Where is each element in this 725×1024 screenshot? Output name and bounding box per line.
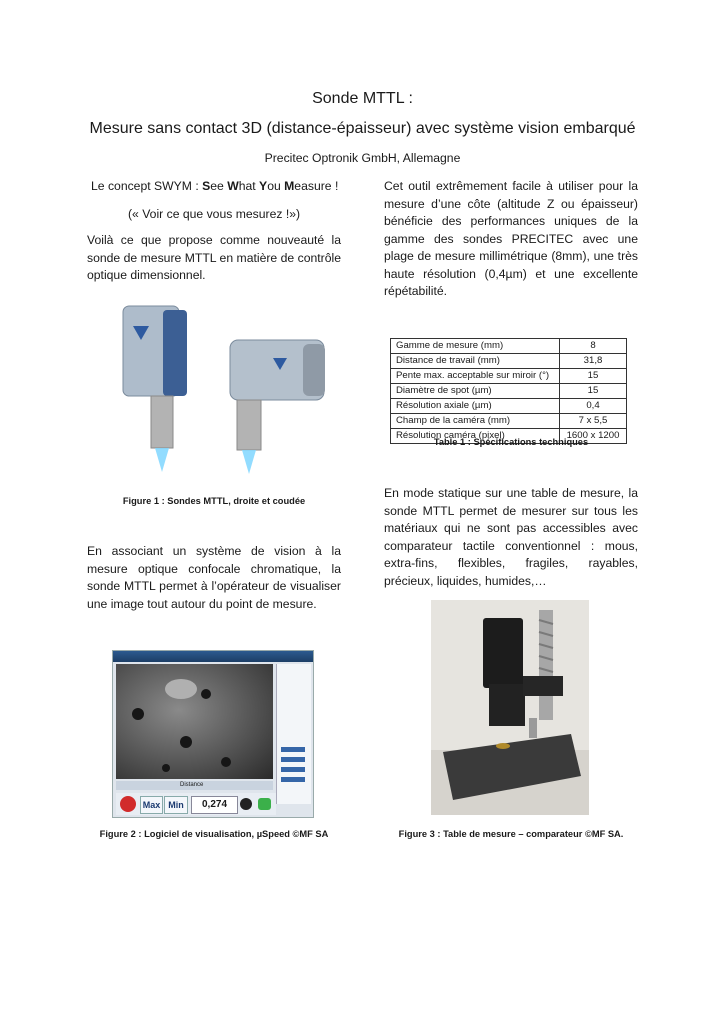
software-bottom-toolbar bbox=[116, 793, 276, 815]
table-cell-value: 7 x 5,5 bbox=[560, 414, 627, 429]
table-row bbox=[391, 354, 627, 369]
swym-initial: W bbox=[227, 179, 239, 193]
max-button[interactable]: Max bbox=[140, 796, 163, 814]
side-indicator bbox=[281, 777, 305, 782]
figure-1-caption: Figure 1 : Sondes MTTL, droite et coudée bbox=[122, 496, 306, 506]
swym-concept-line bbox=[91, 179, 338, 193]
table-cell-label: Résolution axiale (µm) bbox=[391, 399, 560, 414]
table-row bbox=[391, 399, 627, 414]
swym-rest: easure ! bbox=[294, 179, 339, 193]
document-title: Sonde MTTL : bbox=[312, 90, 413, 107]
table-row bbox=[391, 369, 627, 384]
table-cell-label: Résolution caméra (pixel) bbox=[391, 429, 560, 444]
camera-view-image bbox=[116, 664, 273, 779]
swym-rest: ee bbox=[210, 179, 228, 193]
swym-initial: Y bbox=[259, 179, 268, 193]
swym-prefix: Le concept SWYM : bbox=[91, 179, 203, 193]
company-line: Precitec Optronik GmbH, Allemagne bbox=[264, 151, 461, 165]
table-cell-value: 8 bbox=[560, 339, 627, 354]
distance-label: Distance bbox=[180, 782, 204, 788]
left-paragraph-1: Voilà ce que propose comme nouveauté la sonde de mesure MTTL en matière de contrôle optique dimensionnel. bbox=[87, 233, 341, 282]
side-indicator bbox=[281, 757, 305, 762]
software-title-bar bbox=[113, 651, 313, 662]
figure-3-measuring-table-image bbox=[431, 600, 589, 815]
right-paragraph-2: En mode statique sur une table de mesure, la sonde MTTL permet de mesurer sur tous les matériaux qui ne sont pas accessibles avec comparateur tactile conventionnel : mous, extra-fins, flexibles, fragiles, rayables, précieux, liquides, humides,… bbox=[384, 486, 638, 588]
table-cell-value: 31,8 bbox=[560, 354, 627, 369]
left-paragraph-2: En associant un système de vision à la mesure optique confocale chromatique, la sonde MTTL permet à l’opérateur de visualiser une image tout autour du point de mesure. bbox=[87, 544, 341, 611]
table-row bbox=[391, 339, 627, 354]
specifications-table bbox=[390, 338, 627, 444]
min-button[interactable]: Min bbox=[164, 796, 188, 814]
figure-2-caption: Figure 2 : Logiciel de visualisation, µSpeed ©MF SA bbox=[99, 829, 329, 839]
measurement-value: 0,274 bbox=[191, 796, 238, 814]
camera-view-features bbox=[116, 664, 273, 779]
probe-body bbox=[483, 618, 523, 688]
target-icon[interactable] bbox=[240, 798, 252, 810]
right-paragraph-1: Cet outil extrêmement facile à utiliser pour la mesure d’une côte (altitude Z ou épaisseur) bénéficie des performances uniques de la gamme des sondes PRECITEC avec une plage de mesure millimétrique (8mm), une très haute résolution (0,4µm) et une excellente répétabilité. bbox=[384, 179, 638, 298]
table-cell-value: 1600 x 1200 bbox=[560, 429, 627, 444]
swym-initial: S bbox=[202, 179, 211, 193]
side-indicator bbox=[281, 767, 305, 772]
distance-bar bbox=[116, 781, 273, 790]
table-cell-label: Champ de la caméra (mm) bbox=[391, 414, 560, 429]
angled-probe-illustration bbox=[230, 340, 325, 474]
swym-rest: hat bbox=[238, 179, 260, 193]
swym-rest: ou bbox=[267, 179, 285, 193]
table-cell-label: Gamme de mesure (mm) bbox=[391, 339, 560, 354]
table-cell-label: Pente max. acceptable sur miroir (°) bbox=[391, 369, 560, 384]
swym-initial: M bbox=[284, 179, 295, 193]
figure-1-probes-image bbox=[115, 296, 335, 486]
table-row bbox=[391, 414, 627, 429]
document-subtitle: Mesure sans contact 3D (distance-épaisseur) avec système vision embarqué bbox=[89, 120, 636, 137]
table-cell-value: 0,4 bbox=[560, 399, 627, 414]
figure-3-caption: Figure 3 : Table de mesure – comparateur ©MF SA. bbox=[398, 829, 624, 839]
table-caption: Table 1 : Spécifications techniques bbox=[433, 437, 589, 447]
table-cell-label: Distance de travail (mm) bbox=[391, 354, 560, 369]
threaded-column bbox=[539, 610, 553, 720]
stop-icon[interactable] bbox=[120, 796, 136, 812]
probe-tip bbox=[529, 718, 537, 738]
software-side-panel bbox=[276, 664, 311, 804]
table-cell-value: 15 bbox=[560, 384, 627, 399]
coin-sample bbox=[496, 743, 510, 749]
swym-tagline: (« Voir ce que vous mesurez !») bbox=[128, 207, 301, 221]
table-cell-label: Diamètre de spot (µm) bbox=[391, 384, 560, 399]
probe-holder bbox=[489, 684, 525, 726]
straight-probe-illustration bbox=[123, 306, 187, 472]
figure-2-software-screenshot bbox=[112, 650, 314, 818]
refresh-icon[interactable] bbox=[258, 798, 271, 810]
table-cell-value: 15 bbox=[560, 369, 627, 384]
clamp-arm bbox=[523, 676, 563, 696]
table-row bbox=[391, 384, 627, 399]
side-indicator bbox=[281, 747, 305, 752]
